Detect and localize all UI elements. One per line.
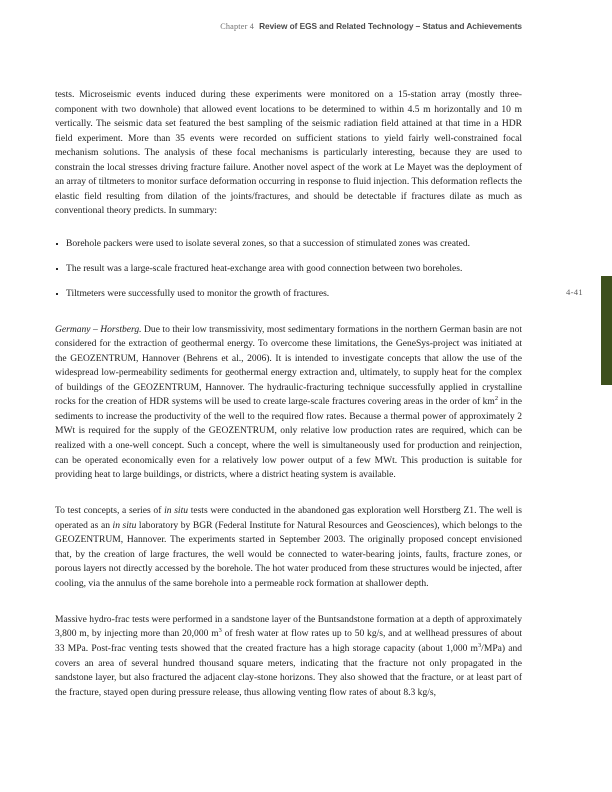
- italic-in-situ-first: in situ: [164, 505, 188, 517]
- paragraph-in-situ-tests: [55, 504, 522, 591]
- paragraph-in-situ-text-b: tests were conducted in the abandoned gas exploration well Horstberg Z1. The well is operated as an: [55, 505, 523, 531]
- text-column: [55, 88, 522, 700]
- paragraph-hydro-frac-text-c: /MPa) and covers an area of several hundred thousand square meters, indicating that the fracture not only propagated in the sandstone layer, but also fractured the adjacent clay-stone horizons. They also showed that the fracture, or at least part of the fracture, stayed open during pressure release, thus allowing venting flow rates of about 8.3 kg/s,: [55, 643, 522, 698]
- list-item: The result was a large-scale fractured heat-exchange area with good connection between two boreholes.: [55, 262, 522, 276]
- page-folio-number: 4-41: [566, 287, 583, 297]
- paragraph-hydro-frac-text-a: Massive hydro-frac tests were performed in a sandstone layer of the Buntsandstone formation at a depth of approximately 3,800 m, by injecting more than 20,000 m: [55, 613, 522, 640]
- list-item: Tiltmeters were successfully used to monitor the growth of fractures.: [55, 287, 522, 301]
- paragraph-in-situ-text-c: laboratory by BGR (Federal Institute for Natural Resources and Geosciences), which belongs to the GEOZENTRUM, Hannover. The experiments started in September 2003. The originally proposed concept envisioned that, by the creation of large fractures, the well would be connected to water-bearing joints, faults, fracture zones, or porous layers not directly accessed by the borehole. The hot water produced from these structures would be injected, after cooling, via the annulus of the same borehole into a permeable rock formation at shallower depth.: [55, 519, 523, 589]
- italic-in-situ-second: in situ: [112, 519, 137, 531]
- paragraph-germany-horstberg-text-a: Due to their low transmissivity, most sedimentary formations in the northern German basin are not considered for the extraction of geothermal energy. To overcome these limitations, the GeneSys-project was initiated at the GEOZENTRUM, Hannover (Behrens et al., 2006). It is intended to investigate concepts that allow the use of the widespread low-permeability sediments for geothermal energy extraction and, ultimately, to supply heat for the complex of buildings of the GEOZENTRUM, Hannover. The hydraulic-fracturing technique successfully applied in crystalline rocks for the creation of HDR systems will be used to create large-scale fractures covering areas in the order of km: [55, 323, 522, 408]
- paragraph-hydro-frac-tests: [55, 613, 522, 700]
- chapter-thumb-tab: [601, 276, 612, 385]
- running-head-title: Review of EGS and Related Technology – Status and Achievements: [259, 21, 522, 31]
- summary-bullet-list: [55, 237, 522, 301]
- paragraph-in-situ-text-a: To test concepts, a series of: [55, 505, 165, 517]
- run-in-heading-germany-horstberg: Germany – Horstberg.: [55, 323, 142, 335]
- superscript-km-squared: 2: [494, 395, 499, 403]
- paragraph-hydro-frac-text-b: of fresh water at flow rates up to 50 kg/s, and at wellhead pressures of about 33 MPa. Post-frac venting tests showed that the created fracture has a high storage capacity (about 1,000 m: [55, 628, 523, 655]
- superscript-cubic-meters-second: 3: [477, 641, 482, 649]
- superscript-cubic-meters-first: 3: [218, 627, 222, 635]
- paragraph-germany-horstberg-text-b: in the sediments to increase the productivity of the well to the required flow rates. Because a thermal power of approximately 2 MWt is required for the supply of the GEOZENTRUM, only relative low production rates are required, which can be realized with a one-well concept. Such a concept, where the well is simultaneously used for production and reinjection, can be operated economically even for a relatively low power output of a few MWt. This production is suitable for providing heat to large buildings, or districts, where a district heating system is available.: [55, 396, 522, 481]
- paragraph-microseismic-events: tests. Microseismic events induced during these experiments were monitored on a 15-station array (mostly three-component with two downhole) that allowed event locations to be determined to within 4.5 m horizontally and 10 m vertically. The seismic data set featured the best sampling of the seismic radiation field attained at that time in a HDR field experiment. More than 35 events were recorded on sufficient stations to yield fairly well-constrained focal mechanism solutions. The analysis of these focal mechanisms is particularly interesting, because they are used to constrain the local stresses driving fracture failure. Another novel aspect of the work at Le Mayet was the deployment of an array of tiltmeters to monitor surface deformation occurring in response to fluid injection. This deformation reflects the elastic field resulting from dilation of the joints/fractures, and should be detectable if fractures dilate as much as conventional theory predicts. In summary:: [55, 89, 522, 217]
- paragraph-germany-horstberg: [55, 323, 522, 483]
- list-item: Borehole packers were used to isolate several zones, so that a succession of stimulated zones was created.: [55, 237, 522, 251]
- running-head-chapter-label: Chapter 4: [220, 22, 255, 31]
- running-head: [0, 16, 522, 34]
